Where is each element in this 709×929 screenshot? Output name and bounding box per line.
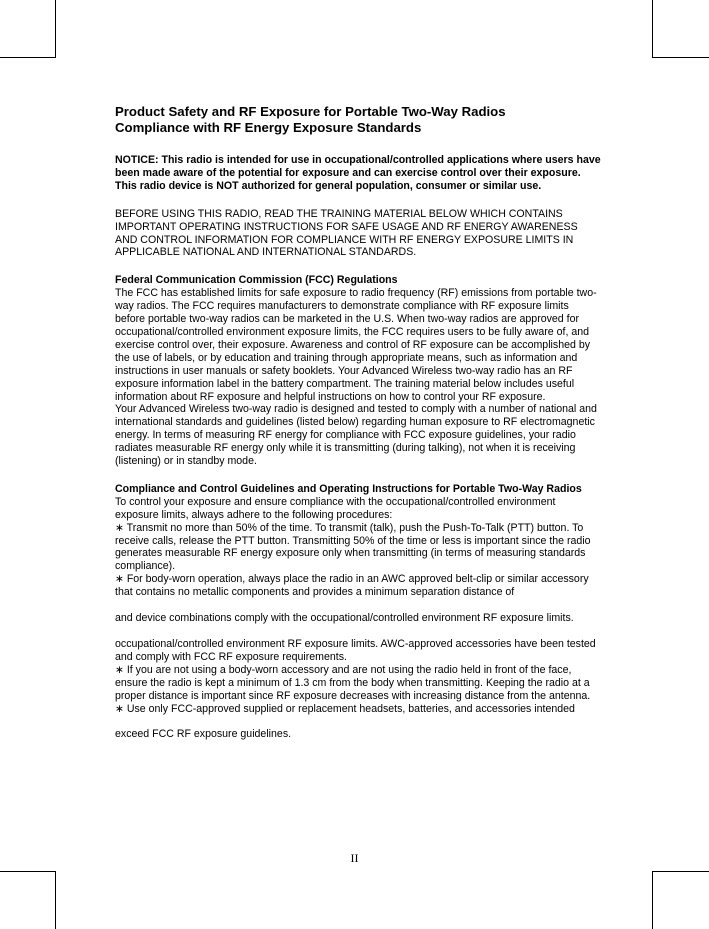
- blank-line: [115, 599, 601, 612]
- page-content: [115, 104, 601, 741]
- caps-notice-paragraph: BEFORE USING THIS RADIO, READ THE TRAINING MATERIAL BELOW WHICH CONTAINS IMPORTANT OPERATING INSTRUCTIONS FOR SAFE USAGE AND RF ENERGY AWARENESS AND CONTROL INFORMATION FOR COMPLIANCE WITH RF ENERGY EXPOSURE LIMITS IN APPLICABLE NATIONAL AND INTERNATIONAL STANDARDS.: [115, 207, 578, 259]
- fcc-paragraph-1: The FCC has established limits for safe exposure to radio frequency (RF) emissions from portable two-way radios. The FCC requires manufacturers to demonstrate compliance with RF exposure limits before portable two-way radios can be marketed in the U.S. When two-way radios are approved for occupational/controlled environment exposure limits, the FCC requires users to be fully aware of, and exercise control over, their exposure. Awareness and control of RF exposure can be accomplished by the use of labels, or by education and training through appropriate means, such as information and instructions in user manuals or safety booklets. Your Advanced Wireless two-way radio has an RF exposure information label in the battery compartment. The training material below includes useful information about RF exposure and helpful instructions on how to control your RF exposure.: [115, 287, 597, 403]
- guidelines-intro: To control your exposure and ensure compliance with the occupational/controlled environment exposure limits, always adhere to the following procedures:: [115, 495, 556, 521]
- notice-paragraph: NOTICE: This radio is intended for use in occupational/controlled applications where users have been made aware of the potential for exposure and can exercise control over their exposure. This radio device is NOT authorized for general population, consumer or similar use.: [115, 154, 601, 192]
- guidelines-heading: Compliance and Control Guidelines and Operating Instructions for Portable Two-Way Radios: [115, 482, 582, 495]
- crop-mark: [652, 871, 709, 872]
- crop-mark: [0, 871, 56, 872]
- crop-mark: [55, 871, 56, 929]
- fcc-heading: Federal Communication Commission (FCC) Regulations: [115, 274, 398, 287]
- blank-line: [115, 625, 601, 638]
- crop-mark: [652, 57, 709, 58]
- guideline-item-transmit: ∗ Transmit no more than 50% of the time. To transmit (talk), push the Push-To-Talk (PTT) button. To receive calls, release the PTT button. Transmitting 50% of the time or less is important since the radio generates measurable RF energy exposure only when transmitting (in terms of measuring standards compliance).: [115, 521, 591, 573]
- crop-mark: [0, 57, 56, 58]
- page-number: II: [350, 851, 359, 865]
- guideline-item-body-worn-cont: and device combinations comply with the occupational/controlled environment RF exposure limits.: [115, 612, 574, 625]
- guideline-item-body-worn: ∗ For body-worn operation, always place the radio in an AWC approved belt-clip or similar accessory that contains no metallic components and provides a minimum separation distance of: [115, 573, 589, 599]
- crop-mark: [652, 0, 653, 58]
- guideline-item-distance: ∗ If you are not using a body-worn accessory and are not using the radio held in front of the face, ensure the radio is kept a minimum of 1.3 cm from the body when transmitting. Keeping the radio at a proper distance is important since RF exposure decreases with increasing distance from the antenna.: [115, 663, 591, 702]
- page-title: Product Safety and RF Exposure for Portable Two-Way Radios: [115, 104, 506, 119]
- guideline-item-accessories: ∗ Use only FCC-approved supplied or replacement headsets, batteries, and accessories intended: [115, 702, 575, 715]
- guideline-item-accessories-cont: exceed FCC RF exposure guidelines.: [115, 728, 292, 741]
- crop-mark: [652, 871, 653, 929]
- guideline-item-body-worn-cont-2: occupational/controlled environment RF exposure limits. AWC-approved accessories have been tested and comply with FCC RF exposure requirements.: [115, 638, 596, 663]
- page-subtitle: Compliance with RF Energy Exposure Standards: [115, 120, 422, 135]
- crop-mark: [55, 0, 56, 58]
- blank-line: [115, 715, 601, 728]
- fcc-paragraph-2: Your Advanced Wireless two-way radio is designed and tested to comply with a number of national and international standards and guidelines (listed below) regarding human exposure to RF electromagnetic energy. In terms of measuring RF energy for compliance with FCC exposure guidelines, your radio radiates measurable RF energy only while it is transmitting (during talking), not when it is receiving (listening) or in standby mode.: [115, 403, 597, 468]
